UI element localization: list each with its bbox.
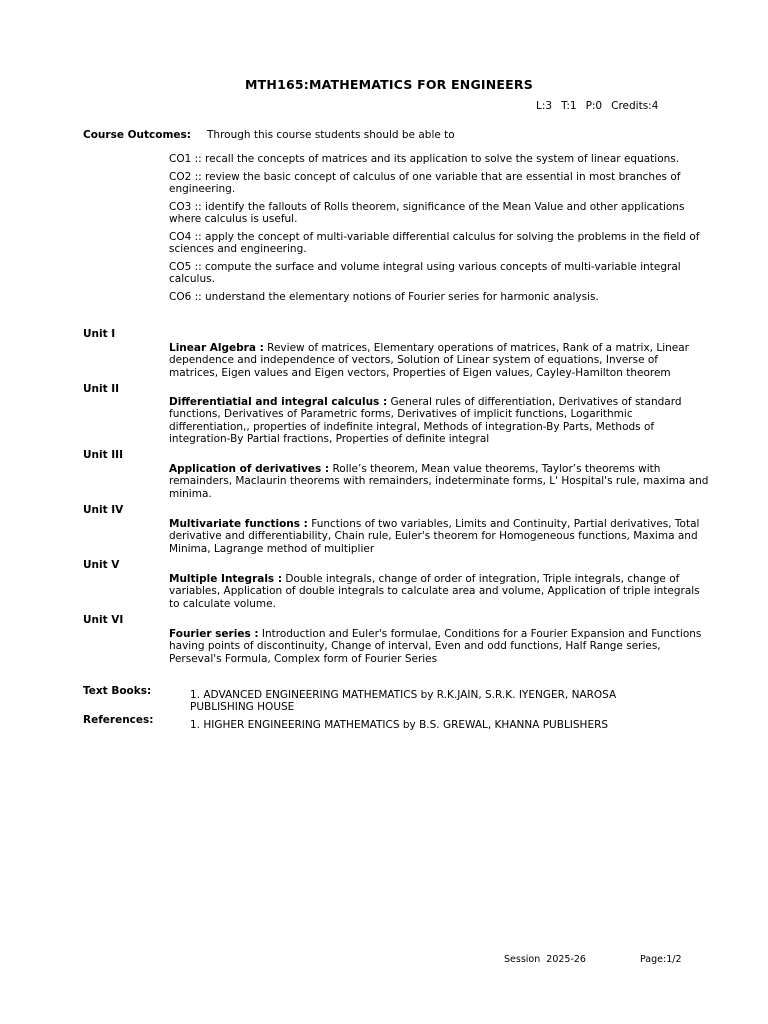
unit-description xyxy=(169,628,709,665)
reference-item: 1. HIGHER ENGINEERING MATHEMATICS by B.S. GREWAL, KHANNA PUBLISHERS xyxy=(190,719,609,731)
lecture-hours: L:3 xyxy=(536,100,553,112)
unit-topic: Fourier series : xyxy=(169,628,259,640)
unit-topic: Linear Algebra : xyxy=(169,342,264,354)
course-outcome-item: CO5 :: compute the surface and volume integral using various concepts of multi-variable integral calculus. xyxy=(169,261,681,285)
unit-topic: Differentiatial and integral calculus : xyxy=(169,396,388,408)
unit-description xyxy=(169,573,709,610)
unit-label: Unit IV xyxy=(83,504,124,516)
tutorial-hours: T:1 xyxy=(561,100,577,112)
unit-content: Functions of two variables, Limits and Continuity, Partial derivatives, Total derivative and differentiability, Chain rule, Euler's theorem for Homogeneous functions, Maxima and Minima, Lagrange method of multiplier xyxy=(169,518,700,555)
unit-description xyxy=(169,463,709,500)
unit-content: Double integrals, change of order of integration, Triple integrals, change of variables, Application of double integrals to calculate area and volume, Application of triple integrals to calculate volume. xyxy=(169,573,700,610)
unit-description xyxy=(169,396,709,445)
course-outcome-item: CO4 :: apply the concept of multi-variable differential calculus for solving the problems in the field of sciences and engineering. xyxy=(169,231,700,255)
unit-label: Unit III xyxy=(83,449,123,461)
unit-content: Review of matrices, Elementary operations of matrices, Rank of a matrix, Linear dependence and independence of vectors, Solution of Linear system of equations, Inverse of matrices, Eigen values and Eigen vectors, Properties of Eigen values, Cayley-Hamilton theorem xyxy=(169,342,689,379)
practical-hours: P:0 xyxy=(585,100,603,112)
credits: Credits:4 xyxy=(611,100,659,112)
unit-description xyxy=(169,518,709,555)
unit-content: Introduction and Euler's formulae, Conditions for a Fourier Expansion and Functions having points of discontinuity, Change of interval, Even and odd functions, Half Range series, Perseval's Formula, Complex form of Fourier Series xyxy=(169,628,702,665)
session-label: Session 2025-26 xyxy=(504,954,586,965)
text-books-label: Text Books: xyxy=(83,685,152,697)
unit-label: Unit VI xyxy=(83,614,124,626)
course-outcome-item: CO6 :: understand the elementary notions of Fourier series for harmonic analysis. xyxy=(169,291,599,303)
credits-line xyxy=(536,100,658,112)
unit-topic: Multiple Integrals : xyxy=(169,573,283,585)
unit-label: Unit V xyxy=(83,559,120,571)
unit-content: General rules of differentiation, Derivatives of standard functions, Derivatives of Parametric forms, Derivatives of implicit functions, Logarithmic differentiation,, properties of indefinite integral, Methods of integration-By Parts, Methods of integration-By Partial fractions, Properties of definite integral xyxy=(169,396,682,445)
course-outcome-item: CO3 :: identify the fallouts of Rolls theorem, significance of the Mean Value and other applications where calculus is useful. xyxy=(169,201,685,225)
page-title: MTH165:MATHEMATICS FOR ENGINEERS xyxy=(245,77,533,92)
unit-content: Rolle’s theorem, Mean value theorems, Taylor’s theorems with remainders, Maclaurin theorems with remainders, indeterminate forms, L' Hospital's rule, maxima and minima. xyxy=(169,463,709,500)
page-number: Page:1/2 xyxy=(640,954,682,965)
course-outcomes-list xyxy=(169,153,709,309)
references-label: References: xyxy=(83,714,154,726)
unit-label: Unit II xyxy=(83,383,120,395)
course-outcomes-intro: Through this course students should be able to xyxy=(207,129,455,141)
course-outcome-item: CO1 :: recall the concepts of matrices and its application to solve the system of linear equations. xyxy=(169,153,680,165)
text-book-item: 1. ADVANCED ENGINEERING MATHEMATICS by R.K.JAIN, S.R.K. IYENGER, NAROSA PUBLISHING HOUSE xyxy=(190,689,617,714)
unit-topic: Multivariate functions : xyxy=(169,518,308,530)
course-outcome-item: CO2 :: review the basic concept of calculus of one variable that are essential in most branches of engineering. xyxy=(169,171,681,195)
unit-topic: Application of derivatives : xyxy=(169,463,330,475)
unit-description xyxy=(169,342,709,379)
course-outcomes-label: Course Outcomes: xyxy=(83,129,191,141)
unit-label: Unit I xyxy=(83,328,116,340)
